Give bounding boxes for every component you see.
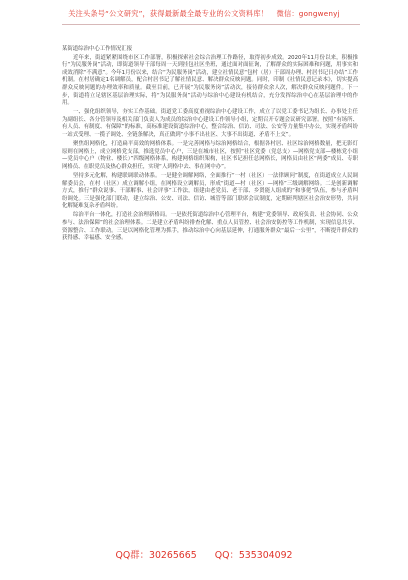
paragraph: 坚持多元化解，构建联调联动体系。一是健全调解网络，全面推行“一村（社区）一法律顾问”制度，在街道成立人民调解委员会，在村（社区）成立调解小组，在网格设立调解员，形成“街道—村（社区）—网格”三级调解网络。二是创新调解方式，推行“群众说事、干部解事、社会评事”工作法，组建由老党员、老干部、乡贤能人组成的“和事佬”队伍，参与矛盾纠纷调处。三是强化部门联动，建立综治、公安、司法、信访、城管等部门联席会议制度，定期研判辖区社会治安形势，共同化解疑难复杂矛盾纠纷。 [62, 173, 358, 210]
paragraph: 聚焦组网格化，打造扁平高效的网格体系。一是完善网格与综治网格结合，根据各村居、社区综治网格数量，把无影灯原则在网格上，成立网格党支部，推选党员中心户，三是在城市社区，按照“社区党委（党总支）—网格党支部—楼栋党小组—党员中心户（物业、楼长）”四级网格体系，构建网格组织架构，社区书记担任总网格长，网格员由社区“两委”成员、专职网格员、在职党员及热心群众担任，实现“人到格中去、事在网中办”。 [62, 141, 358, 170]
follow-text: 关注头条号“公文研究”，获得最新最全最专业的公文资料库！ [68, 9, 269, 18]
paragraph: 一、强化组织领导，夯实工作基础。街道党工委高度重视综治中心建设工作，成立了以党工委书记为组长、办事处主任为副组长、各分管领导及相关部门负责人为成员的综治中心建设工作领导小组，定期召开专题会议研究部署。按照“有场所、有人员、有制度、有保障”的标准，高标准建设街道综治中心，整合综治、信访、司法、公安等力量集中办公，实现矛盾纠纷一站式受理、一揽子调处、全链条解决，真正做到“小事不出社区、大事不出街道、矛盾不上交”。 [62, 109, 358, 139]
qq-group-text: QQ群：30265665 [115, 550, 197, 561]
paragraph: 近年来，街道紧紧围绕市区工作部署，积极探索社会综合治理工作路径，取得初步成效。2020年11月份以来，积极推行“为民服务岗”活动，即街道领导干部每周一天到挂包社区坐班，通过面对面征询，了解群众的实际困难和问题，用事实和成效消除“不满意”。今年1月份以来，结合“为民服务岗”活动，建立社情民意“包村（居）干部周办理、村居书记日办结”工作机制。在村居确定1名调解员，配合村居书记了解社情民意、解决群众反映问题。同时，印制《社情民意记录本》，切实提高群众反映问题的办理效率和质量。截至目前，已开展“为民服务岗”活动次，接待群众余人次，解决群众反映问题件。下一步，街道将立足辖区基层治理实际，将“为民服务岗”活动与综治中心建设有机结合，充分发挥综治中心在基层治理中的作用。 [62, 54, 358, 107]
wechat-text: 微信：gongwenyj [276, 9, 340, 18]
header-banner [0, 9, 408, 19]
qq-text: QQ：535304092 [214, 550, 293, 561]
header-divider [62, 24, 360, 25]
footer-contact [0, 547, 408, 561]
document-body [62, 46, 358, 244]
document-title: 某街道综治中心工作情况汇报 [62, 46, 133, 52]
paragraph: 综治平台一体化，打造社会治理新格局。一是依托街道综治中心管理平台，构建“党委领导、政府负责、社会协同、公众参与、法治保障”的社会治理体系。二是建立矛盾纠纷排查化解、重点人员管控、社会治安防控等工作机制，实现信息共享、资源整合、工作联动。三是以网格化管理为抓手，推动综治中心向基层延伸，打通服务群众“最后一公里”，不断提升群众的获得感、幸福感、安全感。 [62, 212, 358, 242]
